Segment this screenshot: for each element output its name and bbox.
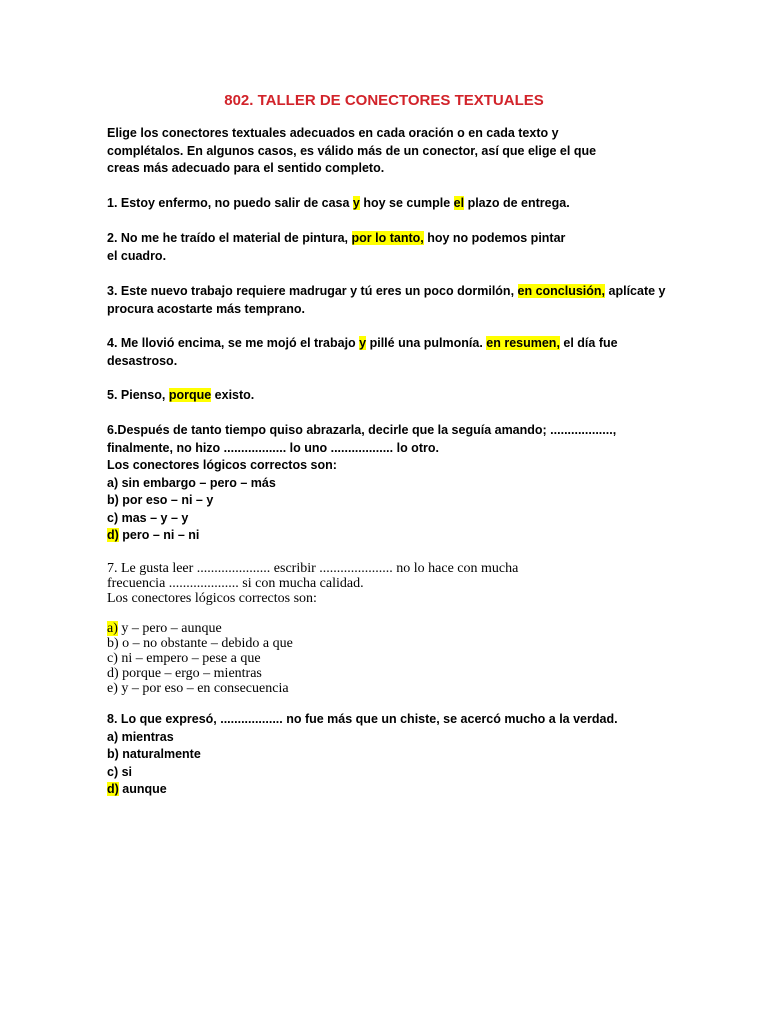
option-letter: d) xyxy=(107,666,119,681)
option-d xyxy=(107,781,618,799)
option-text: sin embargo – pero – más xyxy=(118,475,276,490)
option-text: ni – empero – pese a que xyxy=(117,651,261,666)
question-line: desastroso. xyxy=(107,353,178,368)
answer-highlight: d) xyxy=(107,782,119,796)
option-letter: c) xyxy=(107,510,119,525)
question-6 xyxy=(107,422,616,545)
text: hoy se cumple xyxy=(359,196,454,210)
text: aplícate y xyxy=(605,284,666,298)
option-letter: e) xyxy=(107,681,118,696)
text: 3. Este nuevo trabajo requiere madrugar y tú eres un poco dormilón, xyxy=(107,284,518,298)
answer-highlight: porque xyxy=(168,388,212,402)
option-b xyxy=(107,492,616,510)
option-text: y – pero – aunque xyxy=(117,621,222,636)
option-text: o – no obstante – debido a que xyxy=(118,636,293,651)
option-b xyxy=(107,746,618,764)
question-line: el cuadro. xyxy=(107,248,167,263)
option-text: mientras xyxy=(118,729,174,744)
option-letter: b) xyxy=(107,747,119,761)
text: hoy no podemos pintar xyxy=(423,231,566,245)
question-7 xyxy=(107,561,518,696)
text: existo. xyxy=(211,388,255,402)
answer-highlight: d) xyxy=(107,528,119,542)
option-text: aunque xyxy=(118,782,167,796)
option-a xyxy=(107,729,618,747)
answer-highlight: en resumen, xyxy=(486,336,560,350)
option-a xyxy=(107,475,616,493)
answer-highlight: en conclusión, xyxy=(517,284,606,298)
option-letter: c) xyxy=(107,651,118,666)
question-line: procura acostarte más temprano. xyxy=(107,301,305,316)
option-b xyxy=(107,636,518,651)
option-c xyxy=(107,510,616,528)
question-5 xyxy=(107,387,254,405)
answer-highlight: y xyxy=(352,196,360,210)
question-line: 6.Después de tanto tiempo quiso abrazarla, decirle que la seguía amando; .................., xyxy=(107,423,617,437)
option-letter: b) xyxy=(107,493,119,507)
question-1 xyxy=(107,195,570,213)
option-letter: a) xyxy=(107,729,119,744)
question-line: 8. Lo que expresó, .................. no fue más que un chiste, se acercó mucho a la verdad. xyxy=(107,712,618,726)
option-letter: c) xyxy=(107,764,119,779)
question-8 xyxy=(107,711,618,799)
question-line xyxy=(107,283,665,301)
intro-line: complétalos. En algunos casos, es válido más de un conector, así que elige el que xyxy=(107,143,597,158)
question-line: 7. Le gusta leer ..................... escribir ..................... no lo hace con mucha xyxy=(107,561,519,576)
option-a xyxy=(107,621,518,636)
text: pillé una pulmonía. xyxy=(366,336,487,350)
question-line xyxy=(107,335,618,353)
question-line xyxy=(107,195,570,213)
blank-line xyxy=(107,606,518,621)
answer-highlight: por lo tanto, xyxy=(351,231,424,245)
page-title: 802. TALLER DE CONECTORES TEXTUALES xyxy=(224,92,544,109)
option-e xyxy=(107,681,518,696)
option-d xyxy=(107,527,616,545)
question-line xyxy=(107,387,254,405)
text: 4. Me llovió encima, se me mojó el trabajo xyxy=(107,336,360,350)
option-text: y – por eso – en consecuencia xyxy=(117,681,289,696)
question-line xyxy=(107,230,565,248)
intro-line: Elige los conectores textuales adecuados en cada oración o en cada texto y xyxy=(107,126,559,140)
text: 5. Pienso, xyxy=(107,388,169,402)
option-letter: b) xyxy=(107,636,119,651)
option-text: por eso – ni – y xyxy=(118,493,214,507)
question-3 xyxy=(107,283,665,318)
answer-highlight: el xyxy=(453,196,465,210)
option-text: pero – ni – ni xyxy=(118,528,200,542)
question-line: frecuencia .................... si con mucha calidad. xyxy=(107,576,364,591)
option-c xyxy=(107,651,518,666)
option-c xyxy=(107,764,618,782)
text: 1. Estoy enfermo, no puedo salir de casa xyxy=(107,196,353,210)
text: plazo de entrega. xyxy=(464,196,570,210)
text: 2. No me he traído el material de pintura, xyxy=(107,231,352,245)
option-letter: a) xyxy=(107,475,119,490)
option-d xyxy=(107,666,518,681)
option-text: porque – ergo – mientras xyxy=(118,666,262,681)
text: el día fue xyxy=(559,336,618,350)
option-text: naturalmente xyxy=(118,747,201,761)
intro-line: creas más adecuado para el sentido completo. xyxy=(107,161,385,175)
answer-highlight: a) xyxy=(107,621,118,636)
answer-highlight: y xyxy=(359,336,367,350)
question-line: Los conectores lógicos correctos son: xyxy=(107,458,337,472)
option-text: mas – y – y xyxy=(118,510,189,525)
question-line: finalmente, no hizo .................. lo uno .................. lo otro. xyxy=(107,440,439,455)
option-text: si xyxy=(118,764,133,779)
instructions xyxy=(107,125,596,178)
question-2 xyxy=(107,230,565,265)
question-line: Los conectores lógicos correctos son: xyxy=(107,591,317,606)
question-4 xyxy=(107,335,618,370)
